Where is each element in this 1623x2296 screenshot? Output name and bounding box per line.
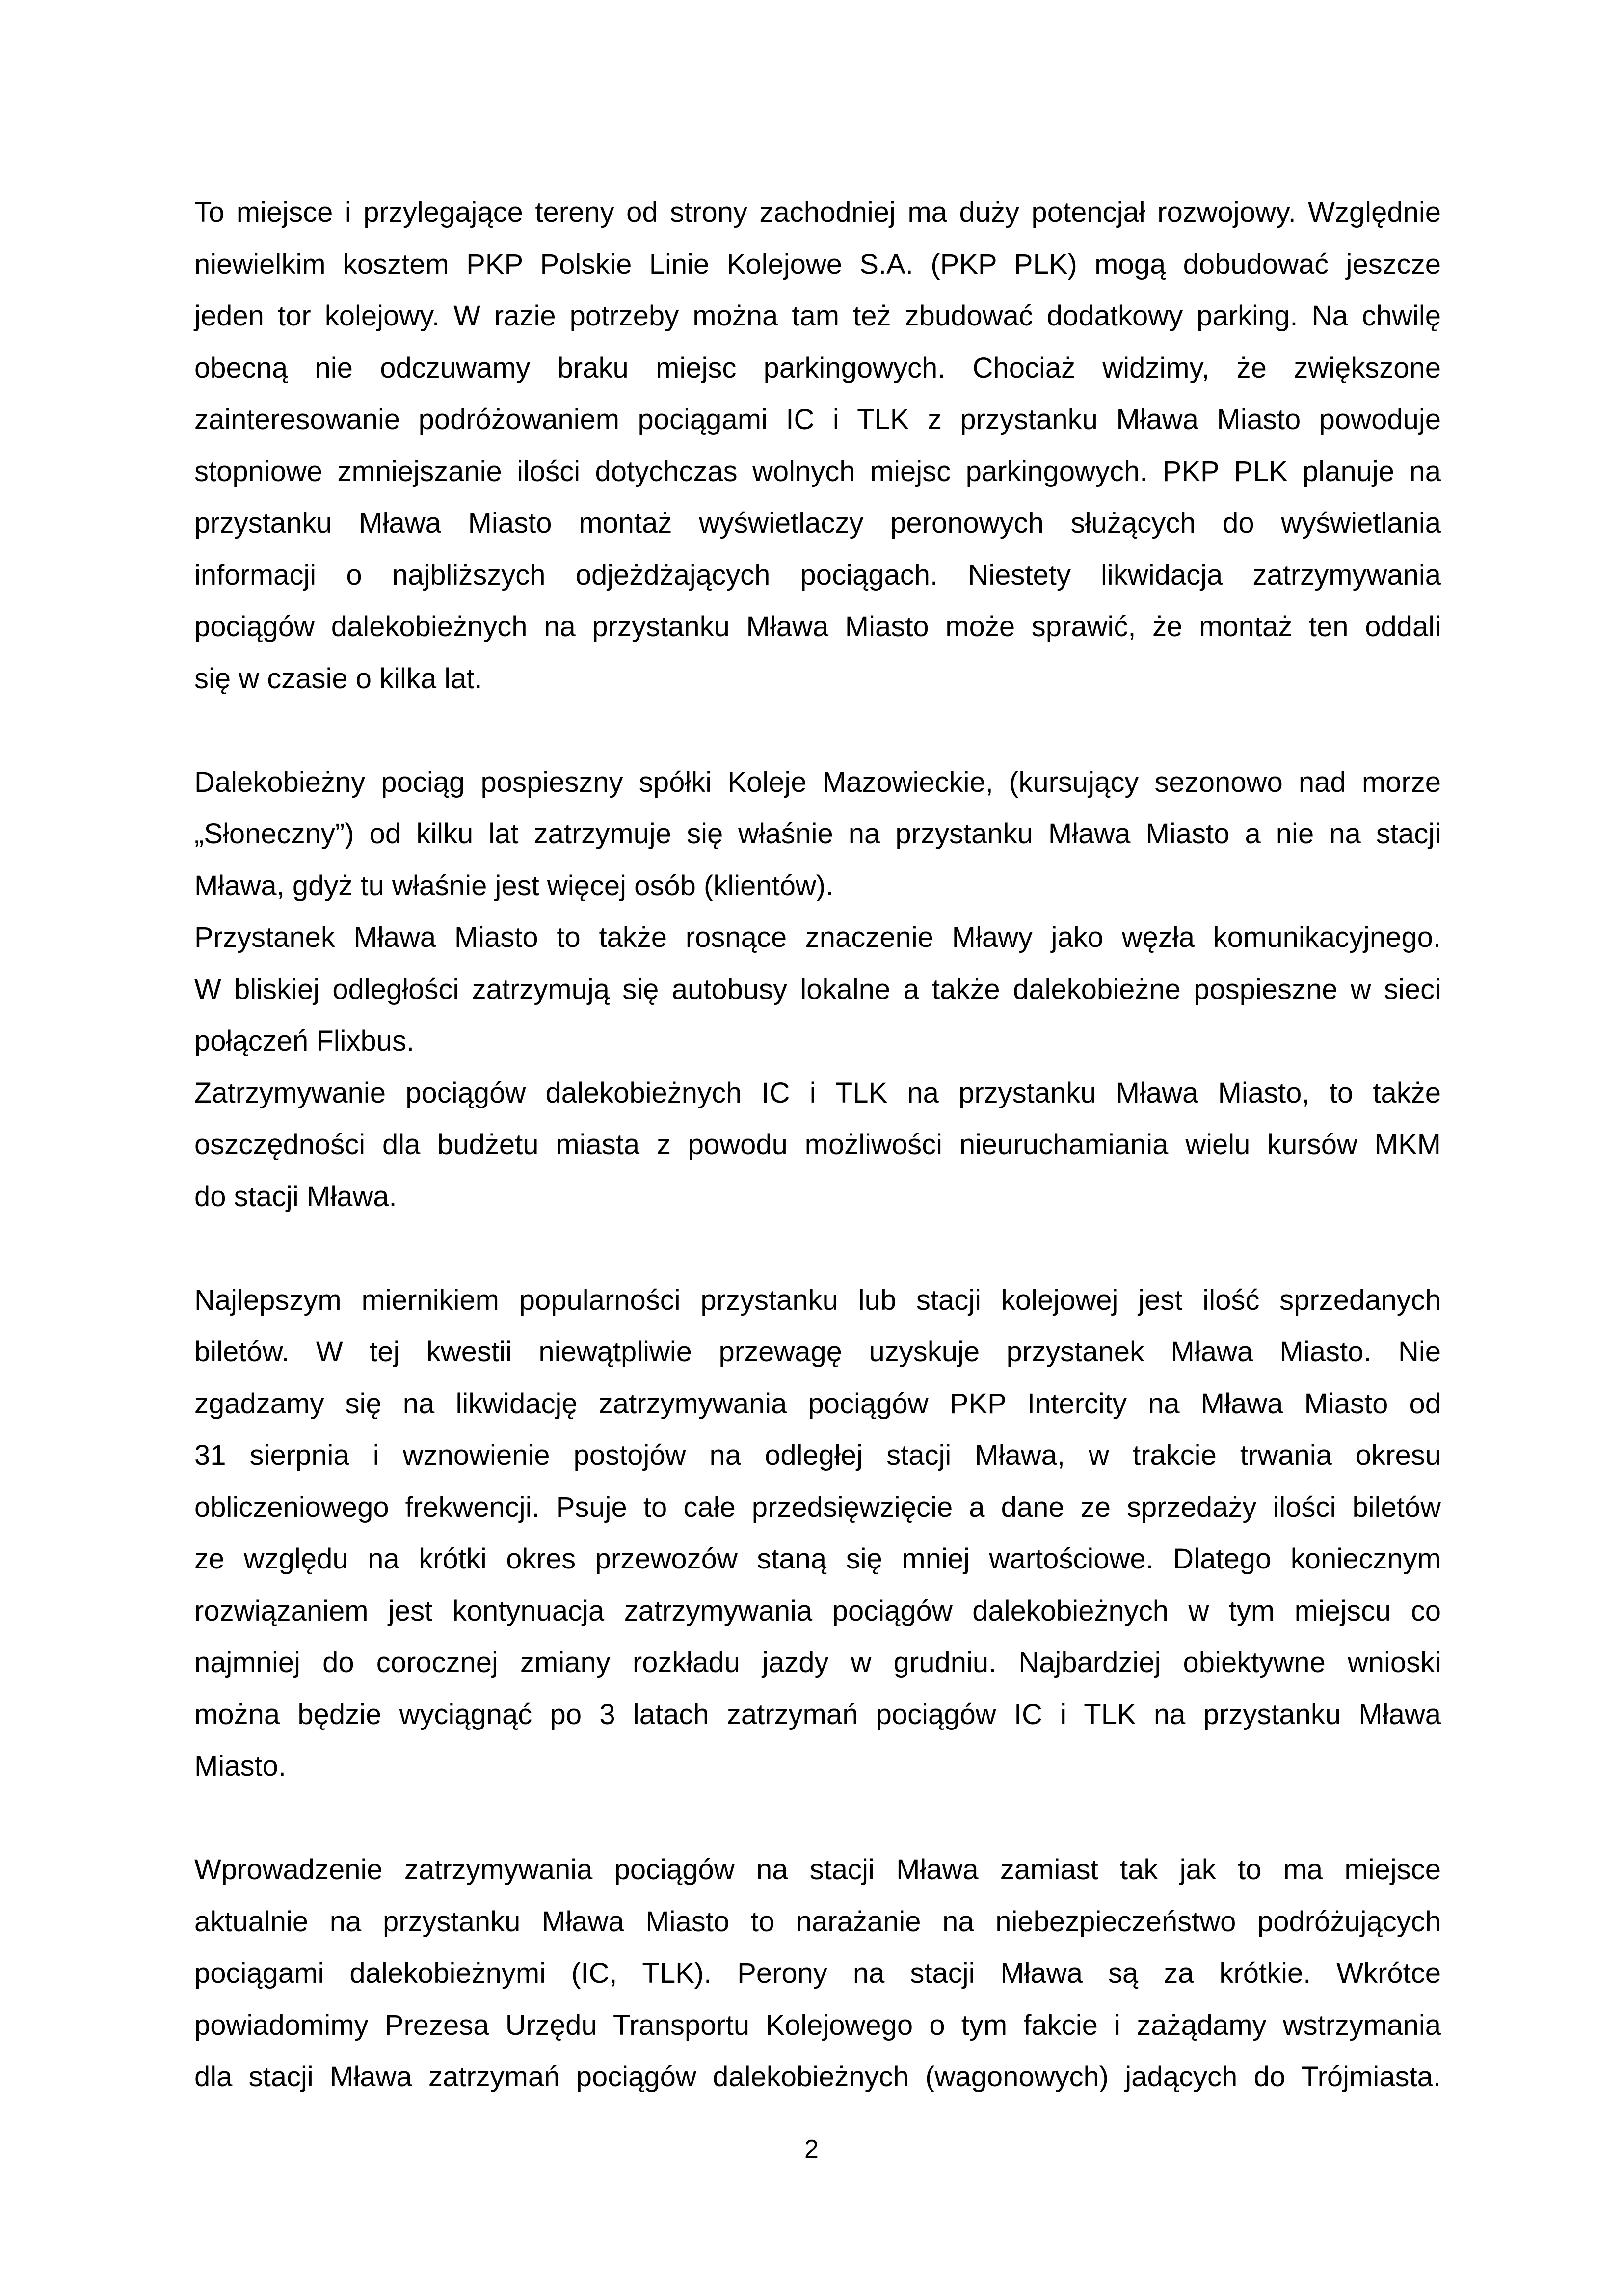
text-line: do stacji Mława.	[194, 1180, 397, 1213]
text-line: obliczeniowego frekwencji. Psuje to całe przedsięwzięcie a dane ze sprzedaży ilości biletów	[194, 1491, 1441, 1523]
text-line: zainteresowanie podróżowaniem pociągami IC i TLK z przystanku Mława Miasto powoduje	[194, 404, 1441, 435]
text-line: Miasto.	[194, 1750, 286, 1782]
page-number: 2	[804, 2135, 819, 2163]
text-line: przystanku Mława Miasto montaż wyświetlaczy peronowych służących do wyświetlania	[194, 507, 1441, 539]
paragraph-spacer	[194, 1222, 1441, 1274]
text-line: Mława, gdyż tu właśnie jest więcej osób (klientów).	[194, 869, 834, 902]
text-line: biletów. W tej kwestii niewątpliwie przewagę uzyskuje przystanek Mława Miasto. Nie	[194, 1336, 1441, 1368]
paragraph-ticket-sales	[194, 1274, 1441, 1792]
text-line: informacji o najbliższych odjeżdżających pociągach. Niestety likwidacja zatrzymywania	[194, 559, 1441, 591]
text-line: połączeń Flixbus.	[194, 1025, 415, 1057]
text-line: Zatrzymywanie pociągów dalekobieżnych IC i TLK na przystanku Mława Miasto, to także	[194, 1077, 1441, 1109]
paragraph-spacer	[194, 1792, 1441, 1844]
text-line: W bliskiej odległości zatrzymują się autobusy lokalne a także dalekobieżne pospieszne w sieci	[194, 973, 1441, 1005]
text-line: „Słoneczny”) od kilku lat zatrzymuje się właśnie na przystanku Mława Miasto a nie na stacji	[194, 818, 1441, 850]
text-line: stopniowe zmniejszanie ilości dotychczas wolnych miejsc parkingowych. PKP PLK planuje na	[194, 455, 1441, 487]
text-line: oszczędności dla budżetu miasta z powodu możliwości nieuruchamiania wielu kursów MKM	[194, 1129, 1441, 1161]
text-line: rozwiązaniem jest kontynuacja zatrzymywania pociągów dalekobieżnych w tym miejscu co	[194, 1594, 1441, 1627]
text-line: Przystanek Mława Miasto to także rosnące znaczenie Mławy jako węzła komunikacyjnego.	[194, 921, 1441, 953]
text-line: niewielkim kosztem PKP Polskie Linie Kolejowe S.A. (PKP PLK) mogą dobudować jeszcze	[194, 248, 1441, 280]
text-line: powiadomimy Prezesa Urzędu Transportu Kolejowego o tym fakcie i zażądamy wstrzymania	[194, 2009, 1441, 2041]
text-line: Dalekobieżny pociąg pospieszny spółki Koleje Mazowieckie, (kursujący sezonowo nad morze	[194, 766, 1441, 798]
text-line: dla stacji Mława zatrzymań pociągów dalekobieżnych (wagonowych) jadących do Trójmiasta.	[194, 2061, 1441, 2093]
text-line: się w czasie o kilka lat.	[194, 662, 482, 695]
text-line: można będzie wyciągnąć po 3 latach zatrzymań pociągów IC i TLK na przystanku Mława	[194, 1698, 1441, 1730]
text-line: Najlepszym miernikiem popularności przystanku lub stacji kolejowej jest ilość sprzedanych	[194, 1284, 1441, 1316]
paragraph-development-potential	[194, 187, 1441, 704]
paragraph-sloneczny-train	[194, 756, 1441, 912]
text-line: To miejsce i przylegające tereny od strony zachodniej ma duży potencjał rozwojowy. Względnie	[194, 196, 1441, 228]
paragraph-budget-savings	[194, 1067, 1441, 1223]
text-line: 31 sierpnia i wznowienie postojów na odległej stacji Mława, w trakcie trwania okresu	[194, 1439, 1441, 1471]
text-line: Wprowadzenie zatrzymywania pociągów na stacji Mława zamiast tak jak to ma miejsce	[194, 1854, 1441, 1886]
text-line: obecną nie odczuwamy braku miejsc parkingowych. Chociaż widzimy, że zwiększone	[194, 351, 1441, 384]
paragraph-spacer	[194, 704, 1441, 756]
text-line: ze względu na krótki okres przewozów staną się mniej wartościowe. Dlatego koniecznym	[194, 1543, 1441, 1575]
text-line: zgadzamy się na likwidację zatrzymywania pociągów PKP Intercity na Mława Miasto od	[194, 1387, 1441, 1420]
text-line: pociągami dalekobieżnymi (IC, TLK). Perony na stacji Mława są za krótkie. Wkrótce	[194, 1957, 1441, 1989]
paragraph-safety-platforms	[194, 1844, 1441, 2103]
text-line: pociągów dalekobieżnych na przystanku Mława Miasto może sprawić, że montaż ten oddali	[194, 611, 1441, 643]
document-body	[194, 187, 1441, 2103]
text-line: najmniej do corocznej zmiany rozkładu jazdy w grudniu. Najbardziej obiektywne wnioski	[194, 1647, 1441, 1678]
paragraph-transport-hub	[194, 912, 1441, 1067]
text-line: aktualnie na przystanku Mława Miasto to narażanie na niebezpieczeństwo podróżujących	[194, 1905, 1441, 1938]
text-line: jeden tor kolejowy. W razie potrzeby można tam też zbudować dodatkowy parking. Na chwilę	[194, 300, 1441, 332]
